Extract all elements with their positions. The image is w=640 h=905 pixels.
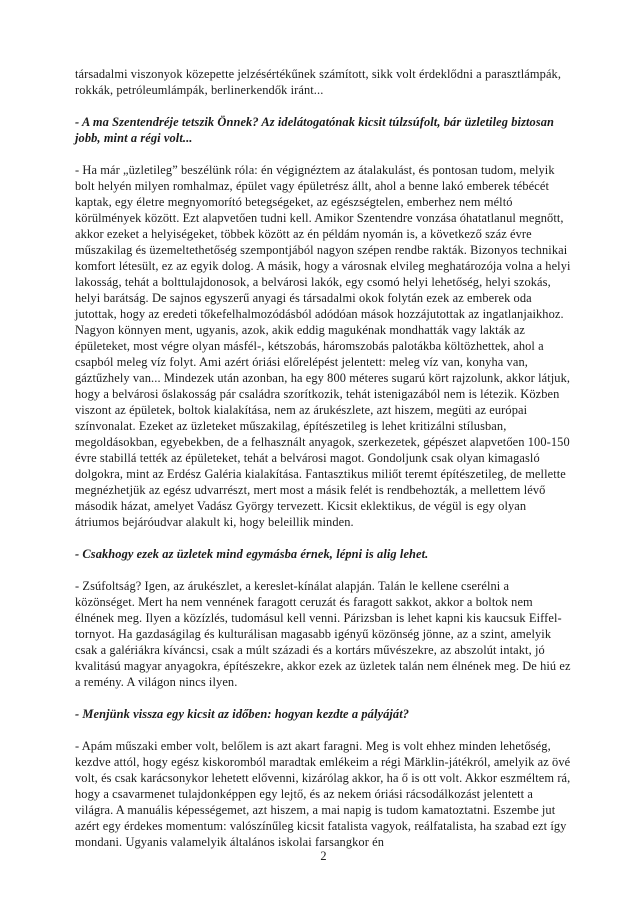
interview-question-2: - Csakhogy ezek az üzletek mind egymásba érnek, lépni is alig lehet. <box>75 547 429 561</box>
interview-question-3: - Menjünk vissza egy kicsit az időben: hogyan kezdte a pályáját? <box>75 707 410 721</box>
interview-answer-1: - Ha már „üzletileg” beszélünk róla: én végignéztem az átalakulást, és pontosan tudom, melyik bolt helyén milyen romhalmaz, épület vagy épületrész állt, ahol a benne lakó emberek tébécét kaptak, egy életre megnyomorító betegségeket, az egészségtelen, emberhez nem méltó körülmények között. Ezt alapvetően tudni kell. Amikor Szentendre vonzása óhatatlanul megnőtt, akkor ezeket a helyiségeket, többek között az én példám nyomán is, a következő száz évre műszakilag és üzemeltethetőség szempontjából nagyon szépen rendbe rakták. Bizonyos technikai komfort létesült, ez az egyik dolog. A másik, hogy a városnak elvileg meghatározója volna a helyi lakosság, tehát a bolttulajdonosok, a belvárosi lakók, egy csomó helyi lehetőség, helyi szokás, helyi barátság. De sajnos egyszerű anyagi és társadalmi okok folytán ezek az emberek oda jutottak, hogy az eredeti tőkefelhalmozódásból adódóan mások hozzájutottak az ingatlanjaikhoz. Nagyon könnyen ment, ugyanis, azok, akik eddig magukénak mondhatták vagy lakták az épületeket, most végre olyan másfél-, kétszobás, háromszobás palotákba költözhettek, ahol a csapból meleg víz folyt. Ami azért óriási előrelépést jelentett: meleg víz van, konyha van, gáztűzhely van... Mindezek után azonban, ha egy 800 méteres sugarú kört rajzolunk, akkor látjuk, hogy a belvárosi őslakosság pár családra szorítkozik, tehát istenigazából nem is létezik. Közben viszont az épületek, boltok kialakítása, nem az árukészlete, azt hiszem, megüti az európai színvonalat. Ezeket az üzleteket műszakilag, építészetileg is lehet kritizálni stílusban, megoldásokban, egyebekben, de a felhasznált anyagok, szerkezetek, gépészet alapvetően 100-150 évre stabillá tették az épületeket, tehát a belvárosi magot. Gondoljunk csak olyan kimagasló dolgokra, mint az Erdész Galéria kialakítása. Fantasztikus miliőt teremt építészetileg, de mellette megnézhetjük az egész udvarrészt, mert most a másik felét is rendbehozták, a mellettem lévő második házat, amelyet Vadász György tervezett. Kicsit eklektikus, de végül is egy olyan átriumos bejáróudvar alakult ki, hogy beleillik minden. <box>75 163 571 529</box>
interview-answer-2: - Zsúfoltság? Igen, az árukészlet, a kereslet-kínálat alapján. Talán le kellene cserélni a közönséget. Mert ha nem vennének faragott ceruzát és faragott sakkot, akkor a boltok nem élnének meg. Ilyen a közízlés, tudomásul kell venni. Párizsban is lehet kapni kis kaucsuk Eiffel-tornyot. Ha gazdaságilag és kulturálisan magasabb igényű közönség jönne, az a szint, amelyik csak a galériákra kíváncsi, csak a múlt századi és a kortárs művészekre, az abszolút intakt, jó kvalitású magyar anyagokra, építészekre, akkor ezek az üzletek talán nem élnének meg. De hiú ez a remény. A világon nincs ilyen. <box>75 579 571 689</box>
page-number: 2 <box>320 849 327 863</box>
text-column <box>75 66 572 866</box>
interview-answer-3: - Apám műszaki ember volt, belőlem is azt akart faragni. Meg is volt ehhez minden lehetőség, kezdve attól, hogy egész kiskoromból maradtak emlékeim a régi Märklin-játékról, amelyik az övé volt, és csak karácsonykor lehetett elővenni, kizárólag akkor, ha ő is ott volt. Akkor eszméltem rá, hogy a csavarmenet tulajdonképpen egy lejtő, és az nekem óriási rácsodálkozást jelentett a világra. A manuális képességemet, azt hiszem, a mai napig is tudom kamatoztatni. Eszembe jut azért egy érdekes momentum: valószínűleg kicsit fatalista vagyok, reálfatalista, ha szabad ezt így mondani. Ugyanis valamelyik általános iskolai farsangkor én <box>75 739 571 849</box>
interview-question-1: - A ma Szentendréje tetszik Önnek? Az idelátogatónak kicsit túlzsúfolt, bár üzletileg biztosan jobb, mint a régi volt... <box>75 115 555 145</box>
paragraph-carryover: társadalmi viszonyok közepette jelzésértékűnek számított, sikk volt érdeklődni a parasztlámpák, rokkák, petróleumlámpák, berlinerkendők iránt... <box>75 67 562 97</box>
